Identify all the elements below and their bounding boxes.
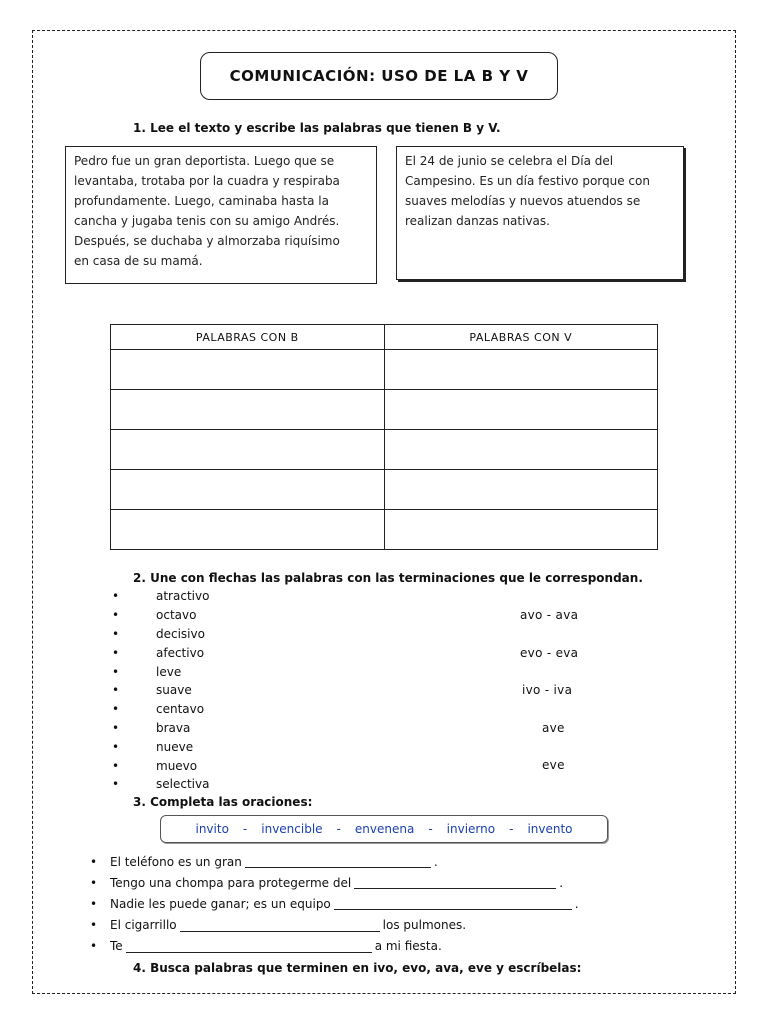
answer-cell-v[interactable] <box>384 350 657 390</box>
bullet: • <box>112 702 120 717</box>
bullet: • <box>90 896 98 911</box>
text-line: suaves melodías y nuevos atuendos se <box>405 194 641 208</box>
answer-blank[interactable] <box>354 876 556 889</box>
list-item <box>110 625 209 644</box>
separator: - <box>428 822 433 836</box>
word-bank-item: invito <box>195 822 229 836</box>
word: atractivo <box>156 589 210 604</box>
section-4-heading: 4. Busca palabras que terminen en ivo, evo, ava, eve y escríbelas: <box>133 961 582 975</box>
word: decisivo <box>156 626 205 641</box>
table-header-row <box>111 325 658 350</box>
answer-cell-v[interactable] <box>384 510 657 550</box>
word: centavo <box>156 702 205 717</box>
word-list <box>110 587 209 794</box>
sentence-item <box>90 851 579 872</box>
bullet: • <box>112 758 120 773</box>
text-line: Campesino. Es un día festivo porque con <box>405 174 650 188</box>
bullet: • <box>90 875 98 890</box>
word: suave <box>156 683 192 698</box>
ending-evo-eva: evo - eva <box>520 646 579 660</box>
section-3-heading: 3. Completa las oraciones: <box>133 795 313 809</box>
answer-cell-b[interactable] <box>111 390 385 430</box>
text-line: cancha y jugaba tenis con su amigo Andrés. <box>74 214 340 228</box>
header-v: PALABRAS CON V <box>384 325 657 350</box>
bullet: • <box>112 645 120 660</box>
sentence-item <box>90 915 579 936</box>
word: brava <box>156 720 191 735</box>
bullet: • <box>112 608 120 623</box>
sentence-end: a mi fiesta. <box>374 939 442 954</box>
word: nueve <box>156 739 194 754</box>
text-line: Pedro fue un gran deportista. Luego que se <box>74 154 335 168</box>
bullet: • <box>90 939 98 954</box>
answer-cell-b[interactable] <box>111 430 385 470</box>
answer-cell-b[interactable] <box>111 470 385 510</box>
separator: - <box>242 822 248 836</box>
section-2-heading: 2. Une con flechas las palabras con las terminaciones que le correspondan. <box>133 571 643 585</box>
answer-blank[interactable] <box>180 919 380 932</box>
ending-avo-ava: avo - ava <box>520 608 579 622</box>
answer-blank[interactable] <box>126 940 372 953</box>
text-line: Después, se duchaba y almorzaba riquísimo <box>74 234 340 248</box>
table-row <box>111 390 658 430</box>
text-line: en casa de su mamá. <box>74 254 203 268</box>
sentence-start: El teléfono es un gran <box>110 854 242 869</box>
bullet: • <box>112 626 120 641</box>
sentence-end: . <box>574 896 579 911</box>
list-item <box>110 700 209 719</box>
reading-text-right <box>396 146 684 280</box>
word-bank-item: invento <box>527 822 573 836</box>
list-item <box>110 737 209 756</box>
table-row <box>111 510 658 550</box>
sentence-list <box>90 851 579 957</box>
word-bank-item: envenena <box>354 822 415 836</box>
bullet: • <box>112 739 120 754</box>
text-line: realizan danzas nativas. <box>405 214 550 228</box>
list-item <box>110 606 209 625</box>
ending-ave: ave <box>542 721 565 735</box>
word-bank-item: invierno <box>446 822 496 836</box>
sentence-start: El cigarrillo <box>110 918 177 933</box>
answer-blank[interactable] <box>334 897 572 910</box>
word: octavo <box>156 608 197 623</box>
bullet: • <box>112 720 120 735</box>
ending-eve: eve <box>542 758 565 772</box>
table-row <box>111 430 658 470</box>
page-title: COMUNICACIÓN: USO DE LA B Y V <box>200 52 558 100</box>
answer-cell-v[interactable] <box>384 430 657 470</box>
sentence-end: los pulmones. <box>382 918 467 933</box>
word: selectiva <box>156 777 210 792</box>
table-row <box>111 350 658 390</box>
word-bank <box>160 815 608 843</box>
word: afectivo <box>156 645 205 660</box>
bullet: • <box>112 777 120 792</box>
word-bank-item: invencible <box>261 822 323 836</box>
sentence-item <box>90 936 579 957</box>
reading-text-left <box>65 146 377 284</box>
section-1-heading: 1. Lee el texto y escribe las palabras que tienen B y V. <box>133 121 501 135</box>
list-item <box>110 719 209 738</box>
answer-cell-v[interactable] <box>384 390 657 430</box>
list-item <box>110 587 209 606</box>
list-item <box>110 775 209 794</box>
text-line: El 24 de junio se celebra el Día del <box>405 154 614 168</box>
sentence-item <box>90 872 579 893</box>
ending-ivo-iva: ivo - iva <box>522 683 573 697</box>
sentence-end: . <box>433 854 438 869</box>
sentence-end: . <box>559 875 564 890</box>
sentence-item <box>90 893 579 914</box>
separator: - <box>509 822 514 836</box>
sentence-start: Nadie les puede ganar; es un equipo <box>110 896 331 911</box>
bullet: • <box>90 854 98 869</box>
table-row <box>111 470 658 510</box>
list-item <box>110 662 209 681</box>
answer-cell-b[interactable] <box>111 510 385 550</box>
word: leve <box>156 664 182 679</box>
word: muevo <box>156 758 198 773</box>
words-table <box>110 324 658 550</box>
bullet: • <box>90 918 98 933</box>
list-item <box>110 756 209 775</box>
sentence-start: Tengo una chompa para protegerme del <box>110 875 352 890</box>
answer-cell-b[interactable] <box>111 350 385 390</box>
answer-cell-v[interactable] <box>384 470 657 510</box>
bullet: • <box>112 589 120 604</box>
bullet: • <box>112 664 120 679</box>
text-line: levantaba, trotaba por la cuadra y respiraba <box>74 174 340 188</box>
header-b: PALABRAS CON B <box>111 325 385 350</box>
separator: - <box>336 822 341 836</box>
list-item <box>110 681 209 700</box>
bullet: • <box>112 683 120 698</box>
text-line: profundamente. Luego, caminaba hasta la <box>74 194 329 208</box>
list-item <box>110 643 209 662</box>
sentence-start: Te <box>110 939 123 954</box>
answer-blank[interactable] <box>245 855 431 868</box>
